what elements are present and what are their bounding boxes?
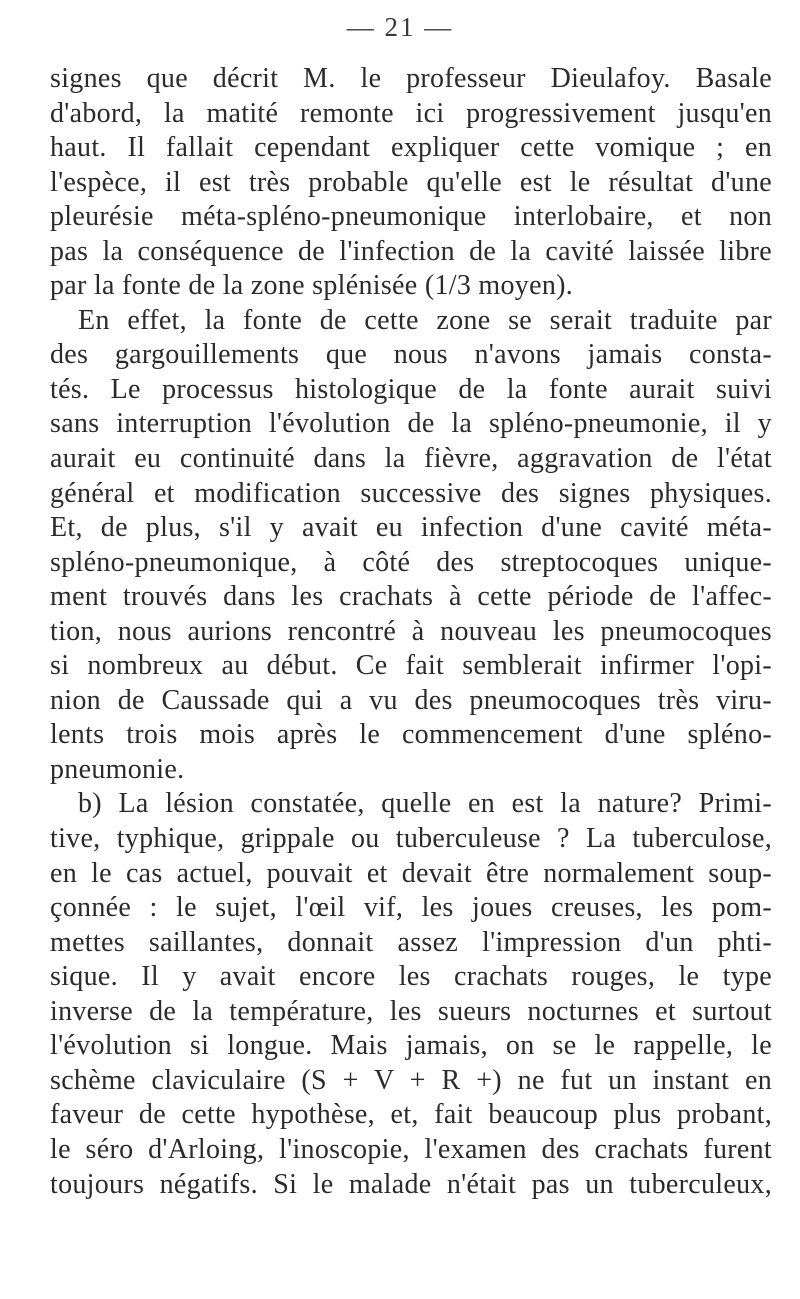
text-line: le séro d'Arloing, l'inoscopie, l'examen des crachats furent [50,1133,772,1165]
page-number: — 21 — [346,12,454,42]
text-line: lents trois mois après le commencement d'une spléno- [50,719,772,751]
text-line: d'abord, la matité remonte ici progressivement jusqu'en [50,97,772,129]
text-line: pleurésie méta-spléno-pneumonique interlobaire, et non [50,201,772,233]
text-line: aurait eu continuité dans la fièvre, aggravation de l'état [50,443,772,475]
text-line: toujours négatifs. Si le malade n'était pas un tuberculeux, [50,1168,772,1200]
text-line: si nombreux au début. Ce fait semblerait infirmer l'opi- [50,650,772,682]
text-line: mettes saillantes, donnait assez l'impression d'un phti- [50,926,772,958]
text-line: général et modification successive des signes physiques. [50,477,772,509]
text-line: spléno-pneumonique, à côté des streptocoques unique- [50,546,772,578]
text-line: çonnée : le sujet, l'œil vif, les joues creuses, les pom- [50,892,772,924]
text-line: l'espèce, il est très probable qu'elle est le résultat d'une [50,166,772,198]
text-line: signes que décrit M. le professeur Dieulafoy. Basale [50,63,772,94]
text-line: faveur de cette hypothèse, et, fait beaucoup plus probant, [50,1099,772,1131]
text-line: Et, de plus, s'il y avait eu infection d'une cavité méta- [50,512,772,544]
text-line: en le cas actuel, pouvait et devait être normalement soup- [50,857,772,889]
body-text [50,62,772,1202]
text-line: sans interruption l'évolution de la spléno-pneumonie, il y [50,408,772,440]
text-line: schème claviculaire (S + V + R +) ne fut un instant en [50,1064,772,1096]
text-line: ment trouvés dans les crachats à cette période de l'affec- [50,581,772,613]
text-line: pas la conséquence de l'infection de la cavité laissée libre [50,235,772,267]
text-line: En effet, la fonte de cette zone se serait traduite par [78,304,772,336]
text-line: pneumonie. [50,753,185,785]
text-line: nion de Caussade qui a vu des pneumocoques très viru- [50,684,772,716]
text-line: des gargouillements que nous n'avons jamais consta- [50,339,772,371]
text-line: tés. Le processus histologique de la fonte aurait suivi [50,373,772,405]
text-line: haut. Il fallait cependant expliquer cette vomique ; en [50,132,772,164]
text-line: tive, typhique, grippale ou tuberculeuse ? La tuberculose, [50,823,772,855]
text-line: inverse de la température, les sueurs nocturnes et surtout [50,995,772,1027]
text-line: l'évolution si longue. Mais jamais, on se le rappelle, le [50,1030,772,1062]
text-line: b) La lésion constatée, quelle en est la nature? Primi- [78,788,772,820]
text-line: tion, nous aurions rencontré à nouveau les pneumocoques [50,615,772,647]
text-line: par la fonte de la zone splénisée (1/3 moyen). [50,270,574,302]
text-line: sique. Il y avait encore les crachats rouges, le type [50,961,772,993]
